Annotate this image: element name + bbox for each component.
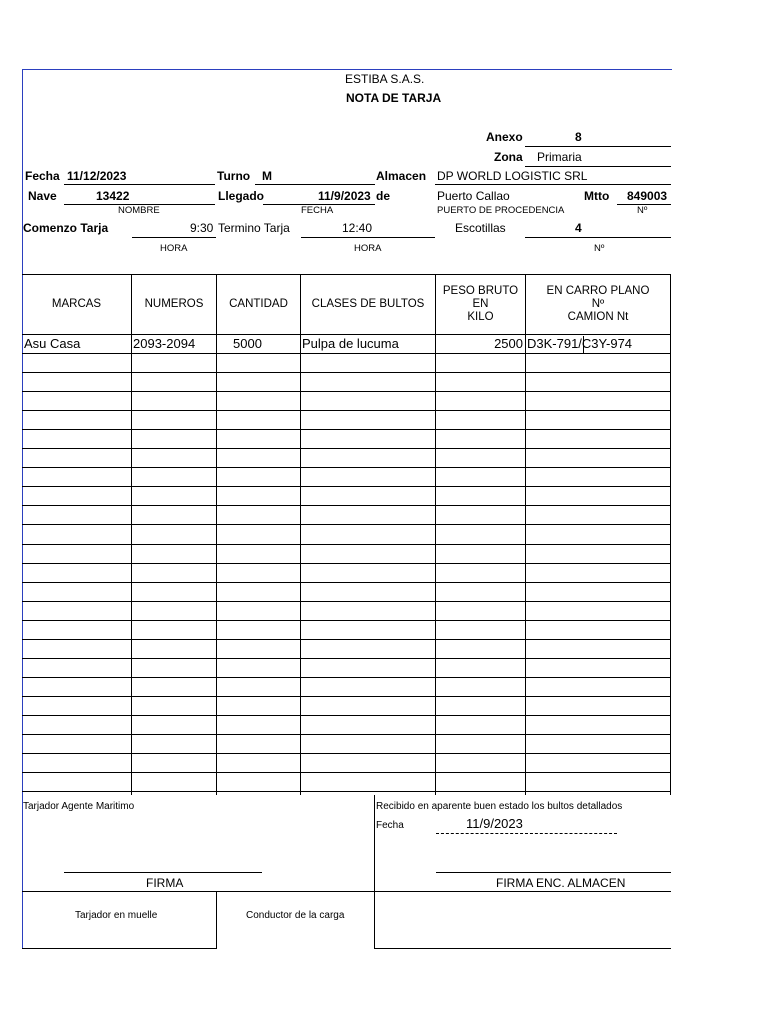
table-row-line — [22, 505, 671, 506]
table-row-line — [22, 639, 671, 640]
table-row-line — [22, 410, 671, 411]
bottom-divider — [216, 891, 217, 949]
table-row-line — [22, 677, 671, 678]
almacen-value: DP WORLD LOGISTIC SRL — [437, 169, 588, 183]
zona-underline — [525, 166, 671, 167]
header-peso-line2: KILO — [467, 311, 494, 323]
tarjador-muelle-label: Tarjador en muelle — [75, 910, 158, 921]
termino-value: 12:40 — [342, 221, 373, 235]
firma-line — [64, 872, 262, 873]
escotillas-underline — [525, 237, 671, 238]
table-row-line — [22, 372, 671, 373]
header-peso — [436, 275, 525, 334]
recibido-label: Recibido en aparente buen estado los bultos detallados — [376, 801, 623, 812]
turno-label: Turno — [217, 169, 251, 183]
puerto-sublabel: PUERTO DE PROCEDENCIA — [437, 205, 565, 216]
text-cursor — [583, 336, 584, 353]
footer-fecha-dashes — [436, 833, 617, 834]
termino-label: Termino Tarja — [218, 221, 290, 235]
table-row-line — [22, 753, 671, 754]
header-peso-line1: PESO BRUTO EN — [442, 285, 519, 310]
zona-label: Zona — [494, 150, 523, 164]
table-row-line — [22, 772, 671, 773]
nave-label: Nave — [28, 189, 57, 203]
comenzo-label: Comenzo Tarja — [23, 221, 109, 235]
table-row-line — [22, 620, 671, 621]
llegado-label: Llegado — [218, 189, 265, 203]
mtto-value: 849003 — [627, 189, 668, 203]
table-row-line — [22, 791, 671, 792]
table-row-line — [22, 429, 671, 430]
escotillas-value: 4 — [575, 221, 582, 235]
table-row-line — [22, 448, 671, 449]
zona-value: Primaria — [537, 150, 582, 164]
conductor-label: Conductor de la carga — [246, 910, 345, 921]
firma-label: FIRMA — [146, 876, 184, 890]
table-row-line — [22, 467, 671, 468]
bottom-section-top — [22, 891, 671, 892]
firma-almacen-label: FIRMA ENC. ALMACEN — [496, 876, 626, 890]
escotillas-sublabel: Nº — [594, 243, 605, 254]
nave-value: 13422 — [96, 189, 130, 203]
firma-almacen-line — [436, 872, 671, 873]
anexo-value: 8 — [575, 130, 582, 144]
header-carro-line1: EN CARRO PLANO — [546, 285, 650, 297]
comenzo-sublabel: HORA — [160, 243, 188, 254]
table-row-line — [22, 601, 671, 602]
footer-fecha-value: 11/9/2023 — [466, 816, 523, 831]
termino-sublabel: HORA — [354, 243, 382, 254]
puerto-value: Puerto Callao — [437, 189, 510, 203]
table-row-line — [22, 715, 671, 716]
header-numeros: NUMEROS — [144, 298, 204, 310]
table-row-line — [22, 658, 671, 659]
table-row-line — [22, 524, 671, 525]
document-title: NOTA DE TARJA — [346, 91, 442, 105]
table-row-line — [22, 696, 671, 697]
termino-underline — [301, 237, 435, 238]
cell-clases: Pulpa de lucuma — [302, 336, 399, 351]
anexo-underline — [525, 146, 671, 147]
mtto-label: Mtto — [584, 189, 610, 203]
table-row-line — [22, 391, 671, 392]
comenzo-underline — [132, 237, 216, 238]
cell-carro: D3K-791/C3Y-974 — [527, 336, 633, 351]
fecha-label: Fecha — [25, 169, 60, 183]
cell-numeros: 2093-2094 — [133, 336, 196, 351]
bottom-left-border — [22, 948, 217, 949]
fecha-value: 11/12/2023 — [67, 169, 127, 183]
cell-cantidad: 5000 — [233, 336, 262, 351]
llegado-suffix: de — [376, 189, 391, 203]
nave-sublabel: NOMBRE — [118, 205, 160, 216]
header-carro — [526, 275, 670, 334]
header-clases: CLASES DE BULTOS — [311, 298, 425, 310]
cell-marcas: Asu Casa — [24, 336, 81, 351]
llegado-value: 11/9/2023 — [318, 189, 371, 203]
bottom-right-border — [374, 948, 671, 949]
header-carro-line3: CAMION Nt — [567, 311, 629, 323]
almacen-label: Almacen — [376, 169, 427, 183]
company-name: ESTIBA S.A.S. — [345, 72, 425, 86]
table-row-line — [22, 582, 671, 583]
almacen-underline — [435, 184, 671, 185]
anexo-label: Anexo — [486, 130, 523, 144]
footer-fecha-label: Fecha — [376, 820, 404, 831]
header-carro-line2: Nº — [591, 298, 605, 310]
cell-peso: 2500 — [494, 336, 523, 351]
table-row-line — [22, 486, 671, 487]
header-marcas: MARCAS — [51, 298, 102, 310]
header-cantidad: CANTIDAD — [229, 298, 288, 310]
escotillas-label: Escotillas — [455, 221, 506, 235]
table-row-line — [22, 734, 671, 735]
fecha-underline — [64, 184, 215, 185]
turno-underline — [255, 184, 375, 185]
footer-divider — [374, 795, 375, 949]
table-row-line — [22, 563, 671, 564]
tarjador-agente-label: Tarjador Agente Maritimo — [23, 801, 135, 812]
mtto-sublabel: Nº — [637, 205, 648, 216]
turno-value: M — [262, 169, 272, 183]
table-row-line — [22, 353, 671, 354]
llegado-sublabel: FECHA — [301, 205, 334, 216]
comenzo-value: 9:30 — [190, 221, 214, 235]
table-row-line — [22, 544, 671, 545]
